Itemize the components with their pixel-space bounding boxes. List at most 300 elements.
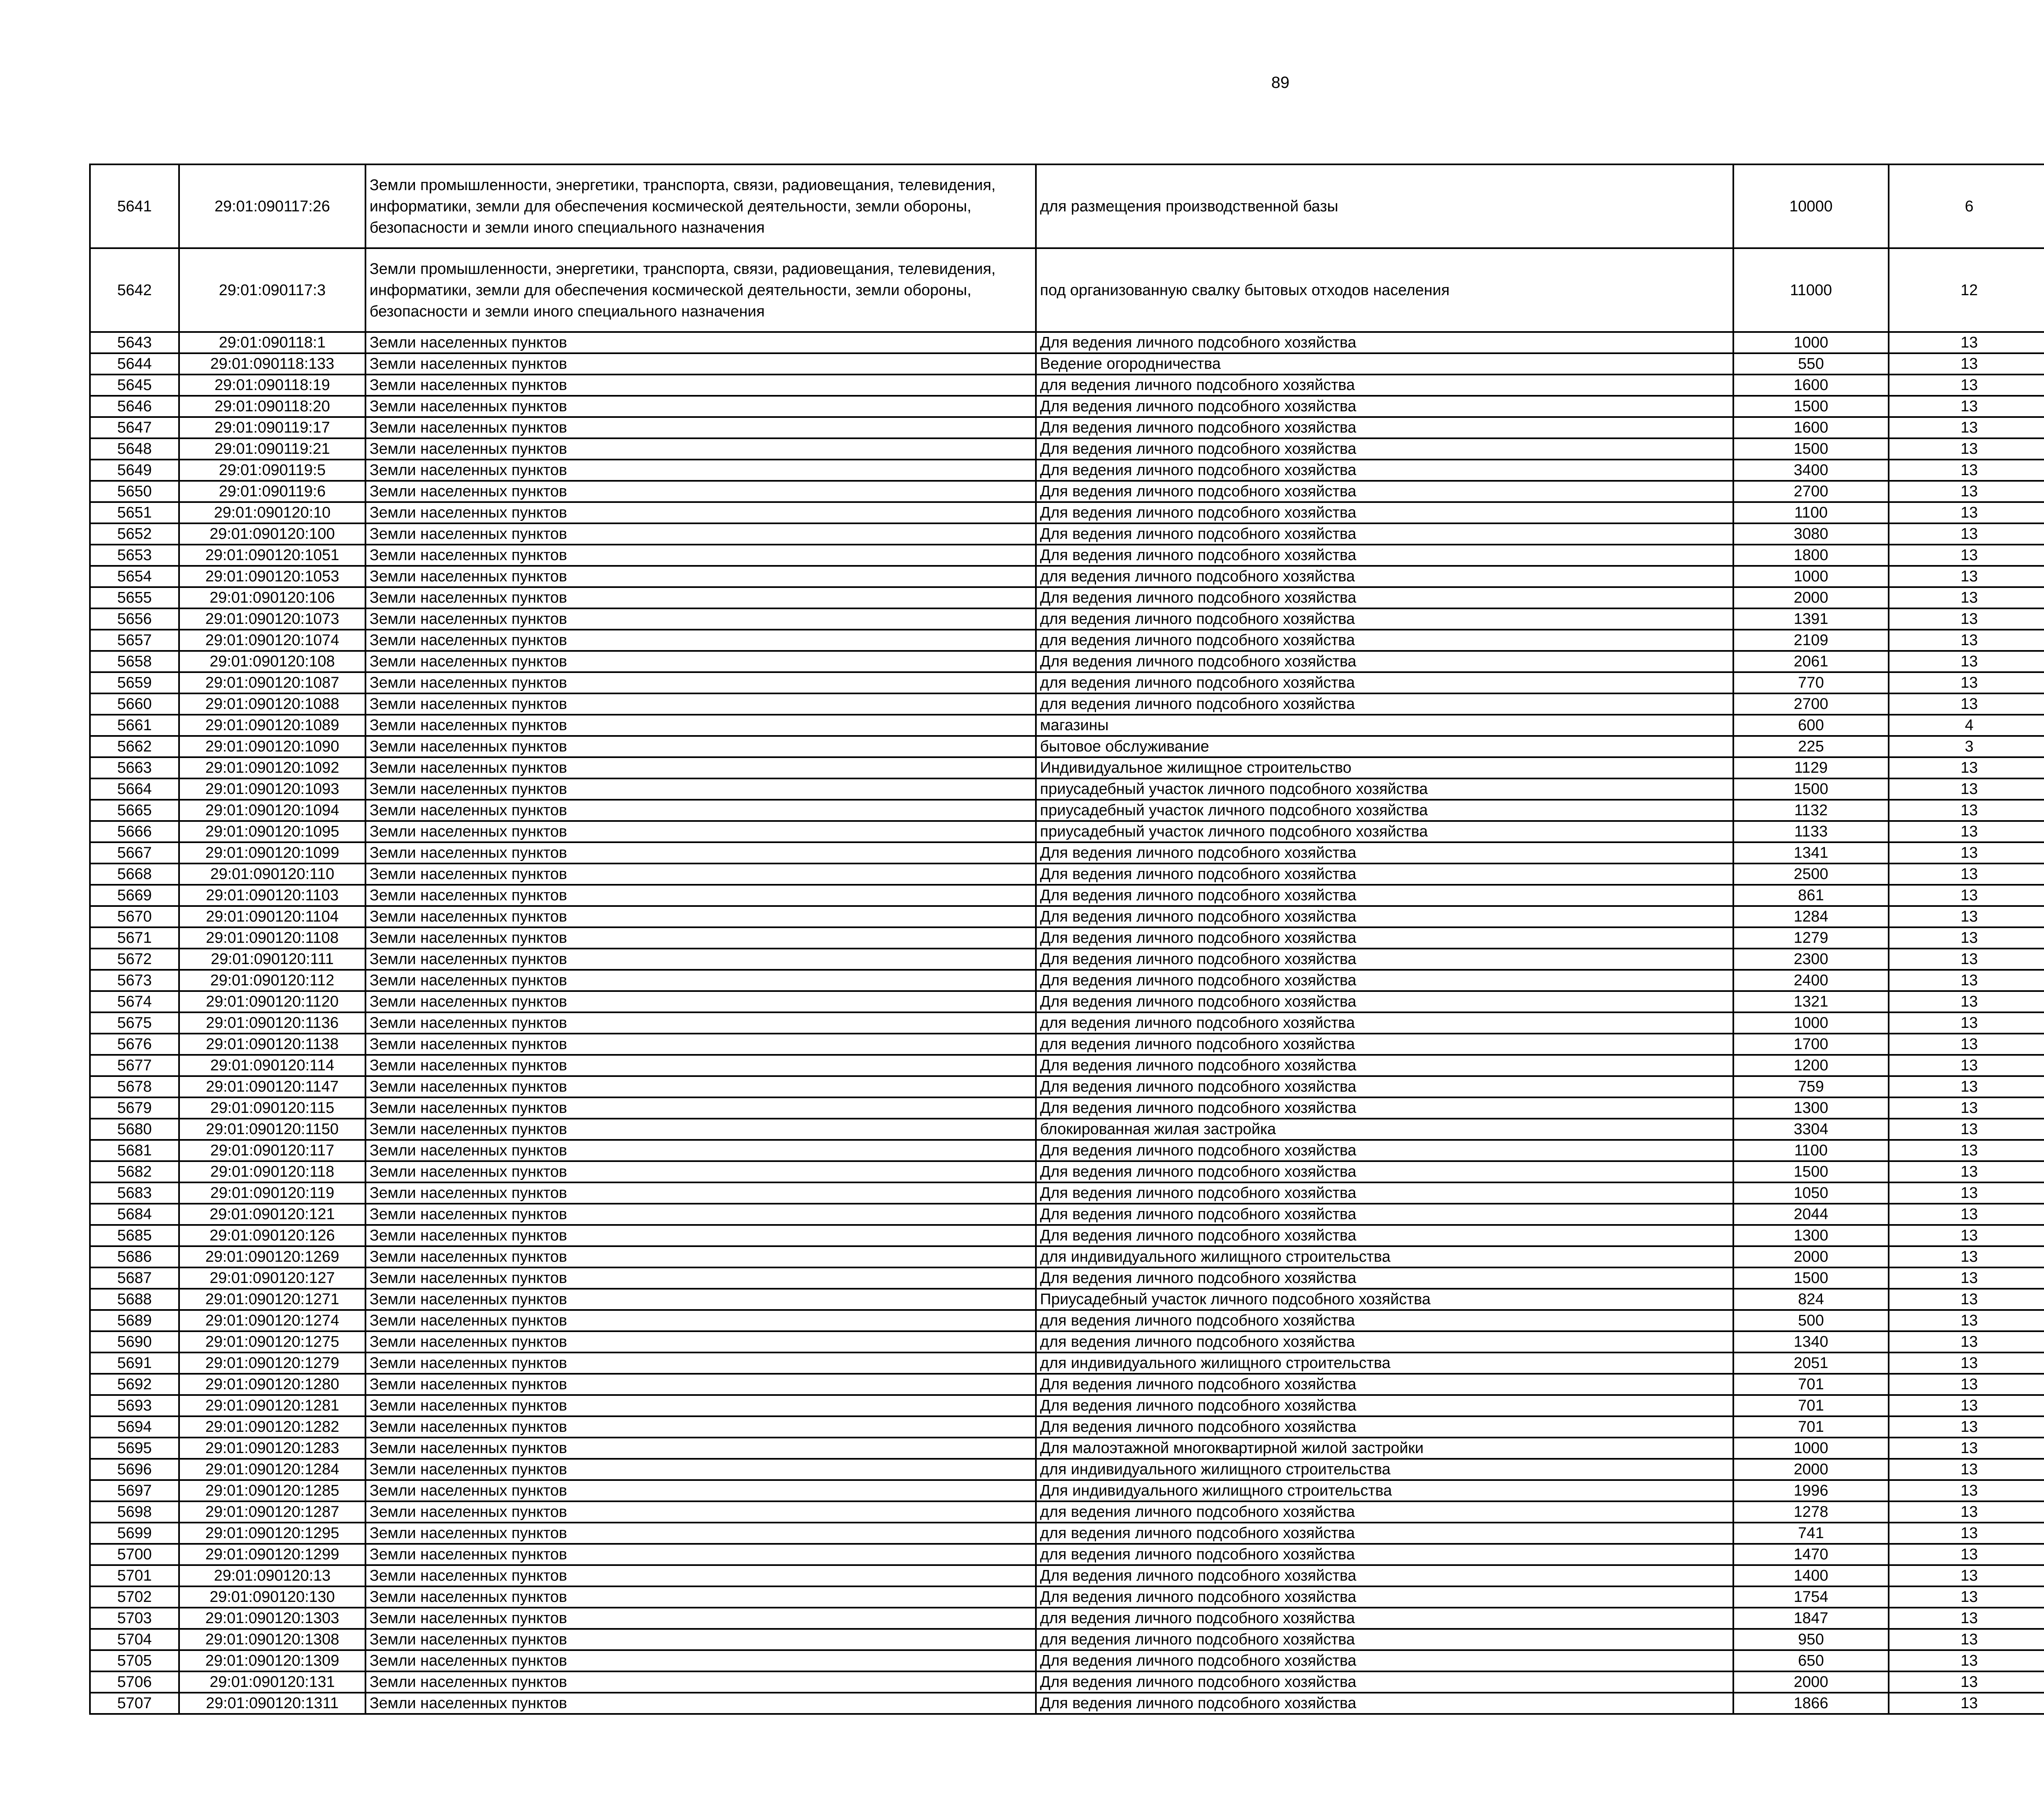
group-number-cell: 13 bbox=[1889, 460, 2044, 481]
permitted-use-cell: для ведения личного подсобного хозяйства bbox=[1036, 1310, 1733, 1331]
group-number-cell: 13 bbox=[1889, 821, 2044, 842]
area-cell: 1300 bbox=[1733, 1225, 1889, 1246]
group-number-cell: 13 bbox=[1889, 353, 2044, 375]
land-category-cell: Земли населенных пунктов bbox=[365, 1246, 1036, 1267]
row-number-cell: 5647 bbox=[90, 417, 179, 438]
table-row bbox=[90, 460, 2044, 481]
group-number-cell: 13 bbox=[1889, 502, 2044, 523]
cadastral-number-cell: 29:01:090120:10 bbox=[179, 502, 365, 523]
row-number-cell: 5672 bbox=[90, 949, 179, 970]
row-number-cell: 5657 bbox=[90, 630, 179, 651]
cadastral-number-cell: 29:01:090120:118 bbox=[179, 1161, 365, 1182]
cadastral-number-cell: 29:01:090118:133 bbox=[179, 353, 365, 375]
table-row bbox=[90, 353, 2044, 375]
permitted-use-cell: блокированная жилая застройка bbox=[1036, 1119, 1733, 1140]
land-category-cell: Земли населенных пунктов bbox=[365, 1267, 1036, 1289]
area-cell: 650 bbox=[1733, 1650, 1889, 1671]
land-category-cell: Земли населенных пунктов bbox=[365, 651, 1036, 672]
permitted-use-cell: магазины bbox=[1036, 715, 1733, 736]
group-number-cell: 13 bbox=[1889, 1565, 2044, 1586]
cadastral-number-cell: 29:01:090119:6 bbox=[179, 481, 365, 502]
table-row bbox=[90, 1395, 2044, 1416]
cadastral-number-cell: 29:01:090120:1279 bbox=[179, 1352, 365, 1374]
group-number-cell: 13 bbox=[1889, 1289, 2044, 1310]
group-number-cell: 13 bbox=[1889, 1416, 2044, 1438]
land-category-cell: Земли населенных пунктов bbox=[365, 1438, 1036, 1459]
table-row bbox=[90, 164, 2044, 248]
area-cell: 1400 bbox=[1733, 1565, 1889, 1586]
row-number-cell: 5658 bbox=[90, 651, 179, 672]
group-number-cell: 13 bbox=[1889, 927, 2044, 949]
table-row bbox=[90, 566, 2044, 587]
land-category-cell: Земли населенных пунктов bbox=[365, 1671, 1036, 1693]
table-row bbox=[90, 1034, 2044, 1055]
row-number-cell: 5677 bbox=[90, 1055, 179, 1076]
cadastral-number-cell: 29:01:090120:1271 bbox=[179, 1289, 365, 1310]
area-cell: 2000 bbox=[1733, 587, 1889, 608]
land-category-cell: Земли населенных пунктов bbox=[365, 1119, 1036, 1140]
table-row bbox=[90, 821, 2044, 842]
cadastral-number-cell: 29:01:090120:1285 bbox=[179, 1480, 365, 1501]
group-number-cell: 4 bbox=[1889, 715, 2044, 736]
row-number-cell: 5646 bbox=[90, 396, 179, 417]
land-category-cell: Земли населенных пунктов bbox=[365, 821, 1036, 842]
permitted-use-cell: Для ведения личного подсобного хозяйства bbox=[1036, 1586, 1733, 1608]
area-cell: 824 bbox=[1733, 1289, 1889, 1310]
permitted-use-cell: Для ведения личного подсобного хозяйства bbox=[1036, 842, 1733, 864]
land-category-cell: Земли населенных пунктов bbox=[365, 1204, 1036, 1225]
area-cell: 1129 bbox=[1733, 757, 1889, 778]
row-number-cell: 5660 bbox=[90, 693, 179, 715]
permitted-use-cell: для индивидуального жилищного строительства bbox=[1036, 1459, 1733, 1480]
row-number-cell: 5668 bbox=[90, 864, 179, 885]
table-row bbox=[90, 630, 2044, 651]
permitted-use-cell: Для ведения личного подсобного хозяйства bbox=[1036, 991, 1733, 1012]
area-cell: 1996 bbox=[1733, 1480, 1889, 1501]
group-number-cell: 13 bbox=[1889, 396, 2044, 417]
row-number-cell: 5652 bbox=[90, 523, 179, 545]
table-row bbox=[90, 864, 2044, 885]
row-number-cell: 5679 bbox=[90, 1097, 179, 1119]
area-cell: 1600 bbox=[1733, 375, 1889, 396]
cadastral-number-cell: 29:01:090120:1138 bbox=[179, 1034, 365, 1055]
permitted-use-cell: для размещения производственной базы bbox=[1036, 164, 1733, 248]
row-number-cell: 5673 bbox=[90, 970, 179, 991]
permitted-use-cell: для ведения личного подсобного хозяйства bbox=[1036, 1608, 1733, 1629]
table-row bbox=[90, 1608, 2044, 1629]
group-number-cell: 13 bbox=[1889, 1267, 2044, 1289]
cadastral-number-cell: 29:01:090119:5 bbox=[179, 460, 365, 481]
permitted-use-cell: для ведения личного подсобного хозяйства bbox=[1036, 1012, 1733, 1034]
cadastral-number-cell: 29:01:090120:1093 bbox=[179, 778, 365, 800]
row-number-cell: 5666 bbox=[90, 821, 179, 842]
permitted-use-cell: Для ведения личного подсобного хозяйства bbox=[1036, 417, 1733, 438]
area-cell: 1050 bbox=[1733, 1182, 1889, 1204]
group-number-cell: 13 bbox=[1889, 693, 2044, 715]
cadastral-number-cell: 29:01:090120:1092 bbox=[179, 757, 365, 778]
group-number-cell: 13 bbox=[1889, 1544, 2044, 1565]
row-number-cell: 5687 bbox=[90, 1267, 179, 1289]
area-cell: 1321 bbox=[1733, 991, 1889, 1012]
cadastral-number-cell: 29:01:090120:1053 bbox=[179, 566, 365, 587]
permitted-use-cell: Для ведения личного подсобного хозяйства bbox=[1036, 970, 1733, 991]
permitted-use-cell: Для ведения личного подсобного хозяйства bbox=[1036, 1650, 1733, 1671]
cadastral-number-cell: 29:01:090120:1282 bbox=[179, 1416, 365, 1438]
cadastral-number-cell: 29:01:090120:1051 bbox=[179, 545, 365, 566]
row-number-cell: 5649 bbox=[90, 460, 179, 481]
row-number-cell: 5661 bbox=[90, 715, 179, 736]
table-row bbox=[90, 1310, 2044, 1331]
permitted-use-cell: для ведения личного подсобного хозяйства bbox=[1036, 630, 1733, 651]
land-category-cell: Земли населенных пунктов bbox=[365, 715, 1036, 736]
permitted-use-cell: для ведения личного подсобного хозяйства bbox=[1036, 375, 1733, 396]
area-cell: 1300 bbox=[1733, 1097, 1889, 1119]
row-number-cell: 5641 bbox=[90, 164, 179, 248]
group-number-cell: 13 bbox=[1889, 991, 2044, 1012]
cadastral-number-cell: 29:01:090120:115 bbox=[179, 1097, 365, 1119]
row-number-cell: 5689 bbox=[90, 1310, 179, 1331]
group-number-cell: 13 bbox=[1889, 778, 2044, 800]
area-cell: 861 bbox=[1733, 885, 1889, 906]
permitted-use-cell: под организованную свалку бытовых отходов населения bbox=[1036, 248, 1733, 332]
group-number-cell: 13 bbox=[1889, 1523, 2044, 1544]
area-cell: 550 bbox=[1733, 353, 1889, 375]
area-cell: 2000 bbox=[1733, 1459, 1889, 1480]
row-number-cell: 5686 bbox=[90, 1246, 179, 1267]
row-number-cell: 5699 bbox=[90, 1523, 179, 1544]
cadastral-number-cell: 29:01:090120:13 bbox=[179, 1565, 365, 1586]
cadastral-number-cell: 29:01:090120:110 bbox=[179, 864, 365, 885]
group-number-cell: 13 bbox=[1889, 1246, 2044, 1267]
area-cell: 770 bbox=[1733, 672, 1889, 693]
land-category-cell: Земли населенных пунктов bbox=[365, 481, 1036, 502]
land-category-cell: Земли населенных пунктов bbox=[365, 523, 1036, 545]
row-number-cell: 5691 bbox=[90, 1352, 179, 1374]
land-category-cell: Земли населенных пунктов bbox=[365, 949, 1036, 970]
group-number-cell: 13 bbox=[1889, 1119, 2044, 1140]
group-number-cell: 13 bbox=[1889, 906, 2044, 927]
land-category-cell: Земли населенных пунктов bbox=[365, 885, 1036, 906]
group-number-cell: 13 bbox=[1889, 1650, 2044, 1671]
group-number-cell: 13 bbox=[1889, 1055, 2044, 1076]
area-cell: 500 bbox=[1733, 1310, 1889, 1331]
cadastral-number-cell: 29:01:090120:1089 bbox=[179, 715, 365, 736]
land-category-cell: Земли населенных пунктов bbox=[365, 1331, 1036, 1352]
land-category-cell: Земли населенных пунктов bbox=[365, 545, 1036, 566]
permitted-use-cell: Для ведения личного подсобного хозяйства bbox=[1036, 1097, 1733, 1119]
permitted-use-cell: Для ведения личного подсобного хозяйства bbox=[1036, 1565, 1733, 1586]
land-category-cell: Земли населенных пунктов bbox=[365, 1650, 1036, 1671]
row-number-cell: 5683 bbox=[90, 1182, 179, 1204]
group-number-cell: 13 bbox=[1889, 332, 2044, 353]
permitted-use-cell: Для ведения личного подсобного хозяйства bbox=[1036, 396, 1733, 417]
area-cell: 1133 bbox=[1733, 821, 1889, 842]
permitted-use-cell: бытовое обслуживание bbox=[1036, 736, 1733, 757]
table-row bbox=[90, 800, 2044, 821]
table-row bbox=[90, 1267, 2044, 1289]
land-category-cell: Земли населенных пунктов bbox=[365, 693, 1036, 715]
row-number-cell: 5688 bbox=[90, 1289, 179, 1310]
cadastral-number-cell: 29:01:090117:3 bbox=[179, 248, 365, 332]
row-number-cell: 5682 bbox=[90, 1161, 179, 1182]
permitted-use-cell: для ведения личного подсобного хозяйства bbox=[1036, 566, 1733, 587]
area-cell: 3304 bbox=[1733, 1119, 1889, 1140]
table-row bbox=[90, 1671, 2044, 1693]
group-number-cell: 13 bbox=[1889, 651, 2044, 672]
land-category-cell: Земли населенных пунктов bbox=[365, 1629, 1036, 1650]
cadastral-number-cell: 29:01:090120:1295 bbox=[179, 1523, 365, 1544]
area-cell: 1100 bbox=[1733, 502, 1889, 523]
permitted-use-cell: Индивидуальное жилищное строительство bbox=[1036, 757, 1733, 778]
cadastral-number-cell: 29:01:090120:112 bbox=[179, 970, 365, 991]
group-number-cell: 13 bbox=[1889, 672, 2044, 693]
row-number-cell: 5684 bbox=[90, 1204, 179, 1225]
area-cell: 1000 bbox=[1733, 566, 1889, 587]
cadastral-number-cell: 29:01:090120:1275 bbox=[179, 1331, 365, 1352]
row-number-cell: 5704 bbox=[90, 1629, 179, 1650]
permitted-use-cell: Для индивидуального жилищного строительства bbox=[1036, 1480, 1733, 1501]
land-register-table bbox=[89, 164, 2044, 1715]
permitted-use-cell: для ведения личного подсобного хозяйства bbox=[1036, 1501, 1733, 1523]
row-number-cell: 5700 bbox=[90, 1544, 179, 1565]
land-category-cell: Земли населенных пунктов bbox=[365, 1480, 1036, 1501]
table-row bbox=[90, 1012, 2044, 1034]
cadastral-number-cell: 29:01:090120:1103 bbox=[179, 885, 365, 906]
row-number-cell: 5653 bbox=[90, 545, 179, 566]
permitted-use-cell: Для ведения личного подсобного хозяйства bbox=[1036, 1055, 1733, 1076]
row-number-cell: 5645 bbox=[90, 375, 179, 396]
cadastral-number-cell: 29:01:090120:1074 bbox=[179, 630, 365, 651]
land-category-cell: Земли населенных пунктов bbox=[365, 1140, 1036, 1161]
permitted-use-cell: для ведения личного подсобного хозяйства bbox=[1036, 1034, 1733, 1055]
table-row bbox=[90, 1565, 2044, 1586]
permitted-use-cell: Для малоэтажной многоквартирной жилой застройки bbox=[1036, 1438, 1733, 1459]
area-cell: 225 bbox=[1733, 736, 1889, 757]
area-cell: 1391 bbox=[1733, 608, 1889, 630]
table-row bbox=[90, 1097, 2044, 1119]
permitted-use-cell: для ведения личного подсобного хозяйства bbox=[1036, 1331, 1733, 1352]
land-category-cell: Земли населенных пунктов bbox=[365, 502, 1036, 523]
permitted-use-cell: Для ведения личного подсобного хозяйства bbox=[1036, 906, 1733, 927]
permitted-use-cell: для ведения личного подсобного хозяйства bbox=[1036, 608, 1733, 630]
cadastral-number-cell: 29:01:090119:21 bbox=[179, 438, 365, 460]
cadastral-number-cell: 29:01:090120:1087 bbox=[179, 672, 365, 693]
row-number-cell: 5643 bbox=[90, 332, 179, 353]
table-row bbox=[90, 1204, 2044, 1225]
area-cell: 701 bbox=[1733, 1416, 1889, 1438]
land-category-cell: Земли населенных пунктов bbox=[365, 1459, 1036, 1480]
land-category-cell: Земли населенных пунктов bbox=[365, 1289, 1036, 1310]
land-category-cell: Земли населенных пунктов bbox=[365, 1501, 1036, 1523]
table-row bbox=[90, 715, 2044, 736]
area-cell: 2000 bbox=[1733, 1246, 1889, 1267]
table-row bbox=[90, 1523, 2044, 1544]
land-category-cell: Земли населенных пунктов bbox=[365, 1161, 1036, 1182]
row-number-cell: 5670 bbox=[90, 906, 179, 927]
land-category-cell: Земли населенных пунктов bbox=[365, 396, 1036, 417]
group-number-cell: 13 bbox=[1889, 438, 2044, 460]
area-cell: 1100 bbox=[1733, 1140, 1889, 1161]
table-row bbox=[90, 1352, 2044, 1374]
group-number-cell: 13 bbox=[1889, 1671, 2044, 1693]
cadastral-number-cell: 29:01:090118:1 bbox=[179, 332, 365, 353]
permitted-use-cell: для ведения личного подсобного хозяйства bbox=[1036, 1544, 1733, 1565]
group-number-cell: 13 bbox=[1889, 1034, 2044, 1055]
cadastral-number-cell: 29:01:090120:1308 bbox=[179, 1629, 365, 1650]
area-cell: 3400 bbox=[1733, 460, 1889, 481]
table-row bbox=[90, 1501, 2044, 1523]
permitted-use-cell: Для ведения личного подсобного хозяйства bbox=[1036, 332, 1733, 353]
permitted-use-cell: приусадебный участок личного подсобного хозяйства bbox=[1036, 821, 1733, 842]
group-number-cell: 13 bbox=[1889, 1395, 2044, 1416]
land-category-cell: Земли населенных пунктов bbox=[365, 800, 1036, 821]
area-cell: 600 bbox=[1733, 715, 1889, 736]
cadastral-number-cell: 29:01:090120:127 bbox=[179, 1267, 365, 1289]
table-row bbox=[90, 651, 2044, 672]
group-number-cell: 13 bbox=[1889, 417, 2044, 438]
permitted-use-cell: Для ведения личного подсобного хозяйства bbox=[1036, 1076, 1733, 1097]
cadastral-number-cell: 29:01:090120:1150 bbox=[179, 1119, 365, 1140]
row-number-cell: 5648 bbox=[90, 438, 179, 460]
table-row bbox=[90, 1586, 2044, 1608]
cadastral-number-cell: 29:01:090120:1088 bbox=[179, 693, 365, 715]
permitted-use-cell: Для ведения личного подсобного хозяйства bbox=[1036, 1395, 1733, 1416]
land-category-cell: Земли населенных пунктов bbox=[365, 438, 1036, 460]
area-cell: 2109 bbox=[1733, 630, 1889, 651]
area-cell: 741 bbox=[1733, 1523, 1889, 1544]
land-category-cell: Земли населенных пунктов bbox=[365, 460, 1036, 481]
group-number-cell: 13 bbox=[1889, 1204, 2044, 1225]
area-cell: 3080 bbox=[1733, 523, 1889, 545]
land-category-cell: Земли населенных пунктов bbox=[365, 332, 1036, 353]
table-row bbox=[90, 906, 2044, 927]
area-cell: 2500 bbox=[1733, 864, 1889, 885]
land-category-cell: Земли населенных пунктов bbox=[365, 1310, 1036, 1331]
row-number-cell: 5697 bbox=[90, 1480, 179, 1501]
area-cell: 701 bbox=[1733, 1374, 1889, 1395]
cadastral-number-cell: 29:01:090120:1090 bbox=[179, 736, 365, 757]
row-number-cell: 5667 bbox=[90, 842, 179, 864]
land-category-cell: Земли населенных пунктов bbox=[365, 587, 1036, 608]
group-number-cell: 13 bbox=[1889, 1693, 2044, 1714]
table-row bbox=[90, 1629, 2044, 1650]
cadastral-number-cell: 29:01:090120:1311 bbox=[179, 1693, 365, 1714]
row-number-cell: 5698 bbox=[90, 1501, 179, 1523]
table-row bbox=[90, 1225, 2044, 1246]
permitted-use-cell: для ведения личного подсобного хозяйства bbox=[1036, 672, 1733, 693]
cadastral-number-cell: 29:01:090120:1104 bbox=[179, 906, 365, 927]
permitted-use-cell: Для ведения личного подсобного хозяйства bbox=[1036, 885, 1733, 906]
cadastral-number-cell: 29:01:090120:1281 bbox=[179, 1395, 365, 1416]
permitted-use-cell: Приусадебный участок личного подсобного хозяйства bbox=[1036, 1289, 1733, 1310]
table-row bbox=[90, 417, 2044, 438]
land-category-cell: Земли населенных пунктов bbox=[365, 1416, 1036, 1438]
area-cell: 1500 bbox=[1733, 438, 1889, 460]
table-row bbox=[90, 991, 2044, 1012]
group-number-cell: 13 bbox=[1889, 800, 2044, 821]
land-category-cell: Земли населенных пунктов bbox=[365, 927, 1036, 949]
table-row bbox=[90, 927, 2044, 949]
permitted-use-cell: Ведение огородничества bbox=[1036, 353, 1733, 375]
row-number-cell: 5654 bbox=[90, 566, 179, 587]
table-row bbox=[90, 1076, 2044, 1097]
group-number-cell: 12 bbox=[1889, 248, 2044, 332]
land-category-cell: Земли населенных пунктов bbox=[365, 1012, 1036, 1034]
row-number-cell: 5674 bbox=[90, 991, 179, 1012]
area-cell: 1754 bbox=[1733, 1586, 1889, 1608]
permitted-use-cell: Для ведения личного подсобного хозяйства bbox=[1036, 1161, 1733, 1182]
cadastral-number-cell: 29:01:090120:1108 bbox=[179, 927, 365, 949]
area-cell: 1278 bbox=[1733, 1501, 1889, 1523]
group-number-cell: 13 bbox=[1889, 1352, 2044, 1374]
land-category-cell: Земли населенных пунктов bbox=[365, 630, 1036, 651]
table-row bbox=[90, 778, 2044, 800]
row-number-cell: 5694 bbox=[90, 1416, 179, 1438]
cadastral-number-cell: 29:01:090120:1269 bbox=[179, 1246, 365, 1267]
permitted-use-cell: Для ведения личного подсобного хозяйства bbox=[1036, 1374, 1733, 1395]
table-row bbox=[90, 693, 2044, 715]
cadastral-number-cell: 29:01:090119:17 bbox=[179, 417, 365, 438]
table-row bbox=[90, 1119, 2044, 1140]
group-number-cell: 13 bbox=[1889, 630, 2044, 651]
area-cell: 1000 bbox=[1733, 332, 1889, 353]
area-cell: 1200 bbox=[1733, 1055, 1889, 1076]
area-cell: 1500 bbox=[1733, 396, 1889, 417]
group-number-cell: 6 bbox=[1889, 164, 2044, 248]
table-row bbox=[90, 1289, 2044, 1310]
permitted-use-cell: для индивидуального жилищного строительства bbox=[1036, 1352, 1733, 1374]
permitted-use-cell: для ведения личного подсобного хозяйства bbox=[1036, 693, 1733, 715]
area-cell: 1800 bbox=[1733, 545, 1889, 566]
area-cell: 1279 bbox=[1733, 927, 1889, 949]
table-row bbox=[90, 545, 2044, 566]
area-cell: 1341 bbox=[1733, 842, 1889, 864]
permitted-use-cell: Для ведения личного подсобного хозяйства bbox=[1036, 545, 1733, 566]
permitted-use-cell: Для ведения личного подсобного хозяйства bbox=[1036, 502, 1733, 523]
page-number: 89 bbox=[1271, 74, 1290, 92]
land-category-cell: Земли населенных пунктов bbox=[365, 1544, 1036, 1565]
land-category-cell: Земли населенных пунктов bbox=[365, 1055, 1036, 1076]
land-category-cell: Земли населенных пунктов bbox=[365, 417, 1036, 438]
table-row bbox=[90, 481, 2044, 502]
table-row bbox=[90, 842, 2044, 864]
row-number-cell: 5696 bbox=[90, 1459, 179, 1480]
row-number-cell: 5644 bbox=[90, 353, 179, 375]
row-number-cell: 5681 bbox=[90, 1140, 179, 1161]
group-number-cell: 13 bbox=[1889, 970, 2044, 991]
permitted-use-cell: Для ведения личного подсобного хозяйства bbox=[1036, 523, 1733, 545]
cadastral-number-cell: 29:01:090118:20 bbox=[179, 396, 365, 417]
row-number-cell: 5685 bbox=[90, 1225, 179, 1246]
row-number-cell: 5675 bbox=[90, 1012, 179, 1034]
area-cell: 2051 bbox=[1733, 1352, 1889, 1374]
table-row bbox=[90, 970, 2044, 991]
land-category-cell: Земли населенных пунктов bbox=[365, 757, 1036, 778]
area-cell: 701 bbox=[1733, 1395, 1889, 1416]
group-number-cell: 13 bbox=[1889, 1161, 2044, 1182]
cadastral-number-cell: 29:01:090120:117 bbox=[179, 1140, 365, 1161]
land-category-cell: Земли населенных пунктов bbox=[365, 906, 1036, 927]
land-category-cell: Земли промышленности, энергетики, транспорта, связи, радиовещания, телевидения, информатики, земли для обеспечения космической деятельности, земли обороны, безопасности и земли иного специального назначения bbox=[365, 248, 1036, 332]
land-category-cell: Земли населенных пунктов bbox=[365, 778, 1036, 800]
group-number-cell: 13 bbox=[1889, 375, 2044, 396]
table-row bbox=[90, 672, 2044, 693]
group-number-cell: 13 bbox=[1889, 587, 2044, 608]
group-number-cell: 13 bbox=[1889, 1438, 2044, 1459]
group-number-cell: 13 bbox=[1889, 1629, 2044, 1650]
group-number-cell: 13 bbox=[1889, 1608, 2044, 1629]
table-row bbox=[90, 1161, 2044, 1182]
